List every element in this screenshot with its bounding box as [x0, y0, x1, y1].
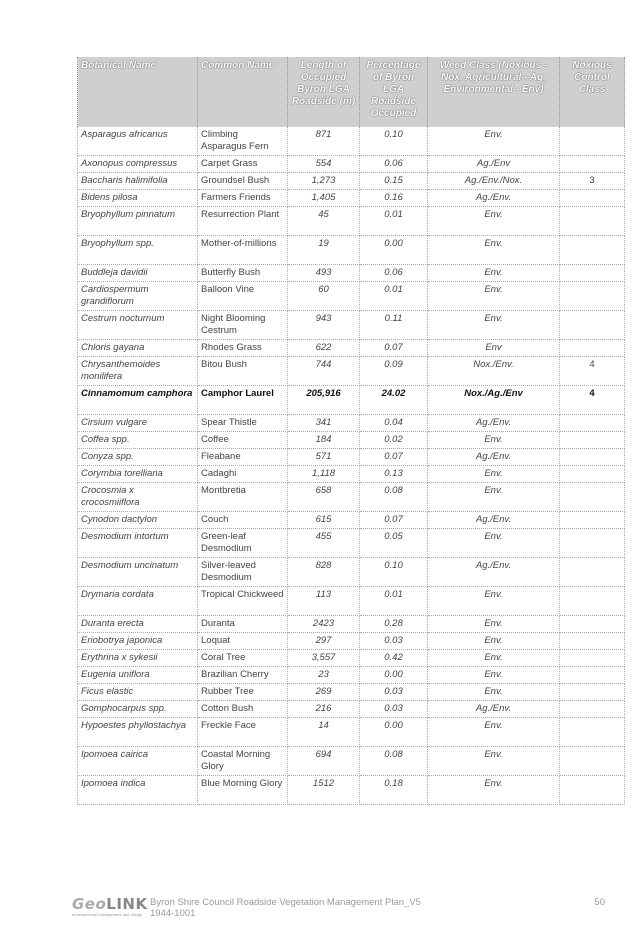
- cell-length: 1,273: [288, 173, 360, 190]
- cell-percentage: 0.01: [360, 207, 428, 236]
- cell-length: 113: [288, 587, 360, 616]
- cell-length: 2423: [288, 616, 360, 633]
- cell-botanical-name: Duranta erecta: [78, 616, 198, 633]
- cell-common-name: Bitou Bush: [198, 357, 288, 386]
- cell-common-name: Groundsel Bush: [198, 173, 288, 190]
- cell-noxious-control-class: 4: [560, 386, 625, 415]
- cell-noxious-control-class: [560, 156, 625, 173]
- cell-length: 694: [288, 747, 360, 776]
- cell-botanical-name: Chrysanthemoides monilifera: [78, 357, 198, 386]
- cell-botanical-name: Coffea spp.: [78, 432, 198, 449]
- cell-length: 23: [288, 667, 360, 684]
- cell-botanical-name: Bryophyllum pinnatum: [78, 207, 198, 236]
- cell-length: 45: [288, 207, 360, 236]
- cell-percentage: 0.02: [360, 432, 428, 449]
- cell-noxious-control-class: [560, 282, 625, 311]
- header-botanical-name: Botanical Name: [78, 57, 198, 127]
- cell-percentage: 0.00: [360, 667, 428, 684]
- cell-length: 216: [288, 701, 360, 718]
- cell-weed-class: Ag./Env.: [428, 449, 560, 466]
- cell-common-name: Coastal Morning Glory: [198, 747, 288, 776]
- cell-common-name: Spear Thistle: [198, 415, 288, 432]
- cell-noxious-control-class: [560, 718, 625, 747]
- cell-common-name: Balloon Vine: [198, 282, 288, 311]
- cell-length: 1,405: [288, 190, 360, 207]
- table-row: [78, 311, 625, 340]
- cell-weed-class: Env.: [428, 633, 560, 650]
- cell-botanical-name: Ipomoea indica: [78, 776, 198, 805]
- table-row: [78, 633, 625, 650]
- table-body: [78, 127, 625, 805]
- cell-length: 184: [288, 432, 360, 449]
- cell-weed-class: Nox./Ag./Env: [428, 386, 560, 415]
- cell-botanical-name: Eugenia uniflora: [78, 667, 198, 684]
- cell-common-name: Butterfly Bush: [198, 265, 288, 282]
- cell-percentage: 0.13: [360, 466, 428, 483]
- table-row: [78, 282, 625, 311]
- page-footer: [72, 895, 627, 921]
- table-row: [78, 483, 625, 512]
- table-row: [78, 357, 625, 386]
- cell-noxious-control-class: [560, 667, 625, 684]
- table-row: [78, 265, 625, 282]
- cell-percentage: 0.10: [360, 127, 428, 156]
- cell-common-name: Coral Tree: [198, 650, 288, 667]
- cell-weed-class: Env.: [428, 718, 560, 747]
- cell-percentage: 0.28: [360, 616, 428, 633]
- cell-noxious-control-class: [560, 747, 625, 776]
- cell-percentage: 24.02: [360, 386, 428, 415]
- cell-length: 60: [288, 282, 360, 311]
- cell-botanical-name: Asparagus africanus: [78, 127, 198, 156]
- cell-common-name: Resurrection Plant: [198, 207, 288, 236]
- table-row: [78, 207, 625, 236]
- table-row: [78, 587, 625, 616]
- cell-noxious-control-class: [560, 776, 625, 805]
- weed-table-container: [77, 57, 624, 805]
- cell-percentage: 0.04: [360, 415, 428, 432]
- cell-common-name: Climbing Asparagus Fern: [198, 127, 288, 156]
- cell-noxious-control-class: 3: [560, 173, 625, 190]
- table-row: [78, 156, 625, 173]
- cell-percentage: 0.01: [360, 282, 428, 311]
- cell-length: 3,557: [288, 650, 360, 667]
- cell-length: 1,118: [288, 466, 360, 483]
- cell-noxious-control-class: [560, 207, 625, 236]
- cell-weed-class: Ag./Env: [428, 156, 560, 173]
- cell-noxious-control-class: [560, 236, 625, 265]
- cell-botanical-name: Ficus elastic: [78, 684, 198, 701]
- cell-noxious-control-class: [560, 529, 625, 558]
- cell-common-name: Carpet Grass: [198, 156, 288, 173]
- cell-noxious-control-class: [560, 633, 625, 650]
- table-row: [78, 386, 625, 415]
- cell-common-name: Silver-leaved Desmodium: [198, 558, 288, 587]
- cell-length: 493: [288, 265, 360, 282]
- table-row: [78, 466, 625, 483]
- cell-common-name: Fleabane: [198, 449, 288, 466]
- cell-weed-class: Env.: [428, 265, 560, 282]
- cell-common-name: Couch: [198, 512, 288, 529]
- cell-botanical-name: Bidens pilosa: [78, 190, 198, 207]
- header-percentage: Percentage of Byron LGA Roadside Occupied: [360, 57, 428, 127]
- cell-botanical-name: Conyza spp.: [78, 449, 198, 466]
- cell-length: 571: [288, 449, 360, 466]
- cell-botanical-name: Cestrum nocturnum: [78, 311, 198, 340]
- cell-common-name: Rubber Tree: [198, 684, 288, 701]
- cell-weed-class: Ag./Env.: [428, 190, 560, 207]
- cell-botanical-name: Corymbia torelliana: [78, 466, 198, 483]
- cell-length: 269: [288, 684, 360, 701]
- cell-weed-class: Env: [428, 340, 560, 357]
- cell-weed-class: Env.: [428, 127, 560, 156]
- table-row: [78, 718, 625, 747]
- header-noxious-control-class: Noxious Control Class: [560, 57, 625, 127]
- cell-noxious-control-class: [560, 190, 625, 207]
- header-weed-class: Weed Class (Noxious - Nox, Agricultural - Ag, Environmental - Env): [428, 57, 560, 127]
- cell-noxious-control-class: [560, 127, 625, 156]
- cell-noxious-control-class: [560, 558, 625, 587]
- cell-noxious-control-class: [560, 483, 625, 512]
- cell-botanical-name: Ipomoea cairica: [78, 747, 198, 776]
- cell-percentage: 0.00: [360, 718, 428, 747]
- cell-percentage: 0.06: [360, 156, 428, 173]
- cell-botanical-name: Cirsium vulgare: [78, 415, 198, 432]
- cell-length: 341: [288, 415, 360, 432]
- header-common-name: Common Name: [198, 57, 288, 127]
- table-row: [78, 776, 625, 805]
- cell-percentage: 0.05: [360, 529, 428, 558]
- table-row: [78, 558, 625, 587]
- header-length: Length of Occupied Byron LGA Roadside (m): [288, 57, 360, 127]
- cell-weed-class: Ag./Env./Nox.: [428, 173, 560, 190]
- cell-percentage: 0.16: [360, 190, 428, 207]
- table-header-row: [78, 57, 625, 127]
- cell-common-name: Tropical Chickweed: [198, 587, 288, 616]
- cell-botanical-name: Chloris gayana: [78, 340, 198, 357]
- cell-noxious-control-class: [560, 512, 625, 529]
- cell-weed-class: Env.: [428, 684, 560, 701]
- cell-length: 615: [288, 512, 360, 529]
- cell-percentage: 0.09: [360, 357, 428, 386]
- footer-doc-title: Byron Shire Council Roadside Vegetation Management Plan_V5: [150, 897, 421, 908]
- page-number: 50: [594, 897, 605, 908]
- cell-percentage: 0.15: [360, 173, 428, 190]
- cell-botanical-name: Desmodium uncinatum: [78, 558, 198, 587]
- logo-tagline: environmental management and design: [72, 912, 143, 917]
- cell-noxious-control-class: [560, 650, 625, 667]
- cell-noxious-control-class: [560, 684, 625, 701]
- cell-length: 455: [288, 529, 360, 558]
- cell-weed-class: Env.: [428, 483, 560, 512]
- cell-weed-class: Ag./Env.: [428, 415, 560, 432]
- cell-weed-class: Ag./Env.: [428, 701, 560, 718]
- cell-length: 828: [288, 558, 360, 587]
- cell-weed-class: Env.: [428, 282, 560, 311]
- cell-percentage: 0.07: [360, 512, 428, 529]
- cell-common-name: Farmers Friends: [198, 190, 288, 207]
- cell-botanical-name: Desmodium intortum: [78, 529, 198, 558]
- cell-botanical-name: Crocosmia x crocosmiiflora: [78, 483, 198, 512]
- cell-weed-class: Env.: [428, 587, 560, 616]
- cell-common-name: Freckle Face: [198, 718, 288, 747]
- cell-noxious-control-class: [560, 311, 625, 340]
- cell-length: 205,916: [288, 386, 360, 415]
- cell-common-name: Duranta: [198, 616, 288, 633]
- table-row: [78, 701, 625, 718]
- footer-document-info: [150, 897, 421, 919]
- cell-botanical-name: Cinnamomum camphora: [78, 386, 198, 415]
- table-row: [78, 650, 625, 667]
- cell-common-name: Green-leaf Desmodium: [198, 529, 288, 558]
- cell-noxious-control-class: 4: [560, 357, 625, 386]
- table-row: [78, 173, 625, 190]
- cell-weed-class: Env.: [428, 776, 560, 805]
- cell-botanical-name: Axonopus compressus: [78, 156, 198, 173]
- cell-weed-class: Env.: [428, 466, 560, 483]
- cell-noxious-control-class: [560, 265, 625, 282]
- cell-percentage: 0.18: [360, 776, 428, 805]
- table-row: [78, 415, 625, 432]
- footer-doc-number: 1944-1001: [150, 908, 196, 919]
- cell-common-name: Brazilian Cherry: [198, 667, 288, 684]
- cell-noxious-control-class: [560, 432, 625, 449]
- table-row: [78, 667, 625, 684]
- cell-botanical-name: Erythrina x sykesii: [78, 650, 198, 667]
- weed-table: [77, 57, 625, 805]
- table-row: [78, 449, 625, 466]
- cell-percentage: 0.42: [360, 650, 428, 667]
- cell-common-name: Cadaghi: [198, 466, 288, 483]
- table-row: [78, 747, 625, 776]
- cell-botanical-name: Eriobotrya japonica: [78, 633, 198, 650]
- cell-noxious-control-class: [560, 466, 625, 483]
- cell-length: 14: [288, 718, 360, 747]
- cell-common-name: Coffee: [198, 432, 288, 449]
- cell-weed-class: Env.: [428, 236, 560, 265]
- table-row: [78, 236, 625, 265]
- cell-noxious-control-class: [560, 415, 625, 432]
- cell-weed-class: Nox./Env.: [428, 357, 560, 386]
- cell-percentage: 0.07: [360, 340, 428, 357]
- cell-length: 19: [288, 236, 360, 265]
- cell-weed-class: Env.: [428, 207, 560, 236]
- cell-percentage: 0.06: [360, 265, 428, 282]
- cell-weed-class: Env.: [428, 529, 560, 558]
- cell-length: 1512: [288, 776, 360, 805]
- cell-weed-class: Env.: [428, 667, 560, 684]
- cell-length: 744: [288, 357, 360, 386]
- cell-common-name: Night Blooming Cestrum: [198, 311, 288, 340]
- cell-length: 658: [288, 483, 360, 512]
- cell-percentage: 0.08: [360, 483, 428, 512]
- cell-percentage: 0.10: [360, 558, 428, 587]
- cell-length: 622: [288, 340, 360, 357]
- table-row: [78, 616, 625, 633]
- cell-noxious-control-class: [560, 587, 625, 616]
- table-row: [78, 684, 625, 701]
- cell-percentage: 0.11: [360, 311, 428, 340]
- cell-noxious-control-class: [560, 340, 625, 357]
- cell-botanical-name: Buddleja davidii: [78, 265, 198, 282]
- cell-botanical-name: Cynodon dactylon: [78, 512, 198, 529]
- cell-botanical-name: Drymaria cordata: [78, 587, 198, 616]
- cell-noxious-control-class: [560, 449, 625, 466]
- cell-weed-class: Env.: [428, 747, 560, 776]
- table-row: [78, 512, 625, 529]
- cell-botanical-name: Baccharis halimifolia: [78, 173, 198, 190]
- table-row: [78, 432, 625, 449]
- cell-weed-class: Env.: [428, 616, 560, 633]
- logo-wordmark: GeoLINK: [72, 895, 148, 913]
- cell-length: 554: [288, 156, 360, 173]
- cell-percentage: 0.01: [360, 587, 428, 616]
- cell-common-name: Camphor Laurel: [198, 386, 288, 415]
- cell-length: 871: [288, 127, 360, 156]
- cell-common-name: Montbretia: [198, 483, 288, 512]
- table-row: [78, 127, 625, 156]
- cell-weed-class: Env.: [428, 650, 560, 667]
- cell-botanical-name: Cardiospermum grandiflorum: [78, 282, 198, 311]
- cell-weed-class: Env.: [428, 432, 560, 449]
- cell-percentage: 0.03: [360, 684, 428, 701]
- cell-weed-class: Env.: [428, 311, 560, 340]
- table-row: [78, 529, 625, 558]
- cell-percentage: 0.03: [360, 701, 428, 718]
- table-row: [78, 190, 625, 207]
- cell-noxious-control-class: [560, 616, 625, 633]
- cell-common-name: Loquat: [198, 633, 288, 650]
- cell-percentage: 0.03: [360, 633, 428, 650]
- geolink-logo: [72, 895, 148, 921]
- cell-common-name: Cotton Bush: [198, 701, 288, 718]
- cell-length: 943: [288, 311, 360, 340]
- cell-common-name: Rhodes Grass: [198, 340, 288, 357]
- cell-percentage: 0.08: [360, 747, 428, 776]
- cell-weed-class: Ag./Env.: [428, 558, 560, 587]
- cell-botanical-name: Gomphocarpus spp.: [78, 701, 198, 718]
- cell-length: 297: [288, 633, 360, 650]
- cell-percentage: 0.07: [360, 449, 428, 466]
- cell-botanical-name: Hypoestes phyllostachya: [78, 718, 198, 747]
- cell-percentage: 0.00: [360, 236, 428, 265]
- cell-noxious-control-class: [560, 701, 625, 718]
- cell-weed-class: Ag./Env.: [428, 512, 560, 529]
- cell-botanical-name: Bryophyllum spp.: [78, 236, 198, 265]
- table-row: [78, 340, 625, 357]
- cell-common-name: Mother-of-millions: [198, 236, 288, 265]
- cell-common-name: Blue Morning Glory: [198, 776, 288, 805]
